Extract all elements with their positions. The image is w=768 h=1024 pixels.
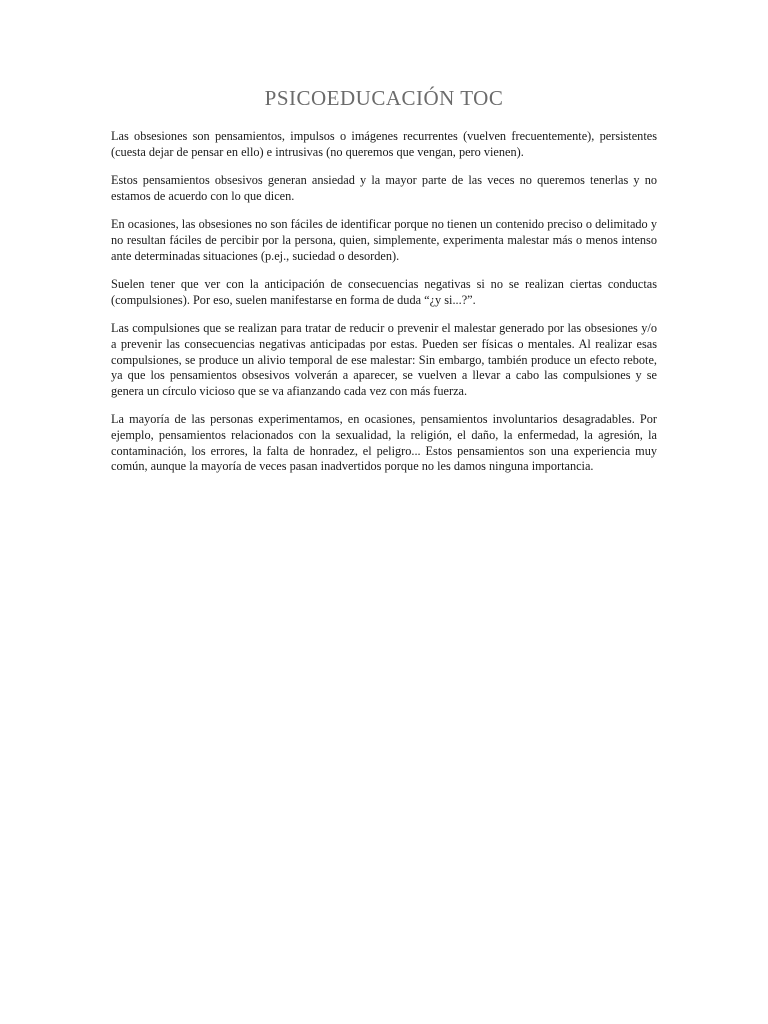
paragraph-compulsiones: Las compulsiones que se realizan para tratar de reducir o prevenir el malestar generado por las obsesiones y/o a prevenir las consecuencias negativas anticipadas por estas. Pueden ser físicas o mentales. Al realizar esas compulsiones, se produce un alivio temporal de ese malestar: Sin embargo, también produce un efecto rebote, ya que los pensamientos obsesivos volverán a aparecer, se vuelven a llevar a cabo las compulsiones y se genera un círculo vicioso que se va afianzando cada vez con más fuerza. [111, 321, 657, 398]
paragraph-ansiedad: Estos pensamientos obsesivos generan ansiedad y la mayor parte de las veces no queremos tenerlas y no estamos de acuerdo con lo que dicen. [111, 173, 657, 203]
paragraph-obsesiones-definicion: Las obsesiones son pensamientos, impulsos o imágenes recurrentes (vuelven frecuentemente), persistentes (cuesta dejar de pensar en ello) e intrusivas (no queremos que vengan, pero vienen). [111, 129, 657, 159]
paragraph-anticipacion: Suelen tener que ver con la anticipación de consecuencias negativas si no se realizan ciertas conductas (compulsiones). Por eso, suelen manifestarse en forma de duda “¿y si...?”. [111, 277, 657, 307]
paragraph-identificacion: En ocasiones, las obsesiones no son fáciles de identificar porque no tienen un contenido preciso o delimitado y no resultan fáciles de percibir por la persona, quien, simplemente, experimenta malestar más o menos intenso ante determinadas situaciones (p.ej., suciedad o desorden). [111, 217, 657, 263]
paragraph-pensamientos-involuntarios: La mayoría de las personas experimentamos, en ocasiones, pensamientos involuntarios desagradables. Por ejemplo, pensamientos relacionados con la sexualidad, la religión, el daño, la enfermedad, la agresión, la contaminación, los errores, la falta de honradez, el peligro... Estos pensamientos son una experiencia muy común, aunque la mayoría de veces pasan inadvertidos porque no les damos ninguna importancia. [111, 412, 657, 474]
page-title: PSICOEDUCACIÓN TOC [264, 86, 504, 110]
document-page [111, 86, 657, 488]
